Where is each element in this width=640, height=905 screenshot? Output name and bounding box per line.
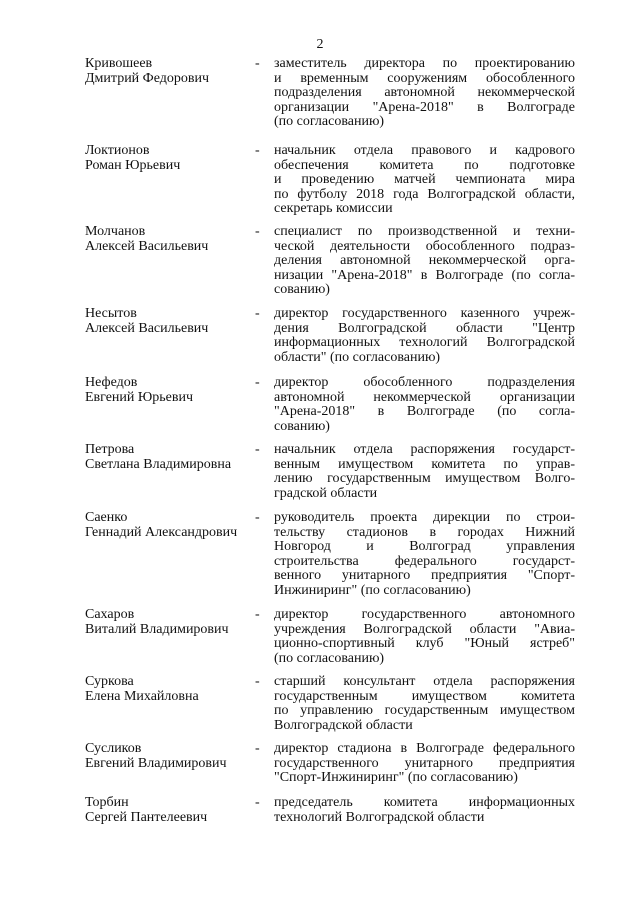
separator-dash: - xyxy=(255,607,260,622)
member-name xyxy=(85,608,250,637)
member-name-line: Несытов xyxy=(85,306,137,321)
member-position xyxy=(274,307,575,365)
member-name-line: Саенко xyxy=(85,510,128,525)
member-position-line: ческой деятельности обособленного подраз- xyxy=(274,238,575,254)
separator-dash: - xyxy=(255,442,260,457)
separator-dash: - xyxy=(255,143,260,158)
member-position-line: Инжиниринг" (по согласованию) xyxy=(274,582,471,598)
member-position xyxy=(274,675,575,733)
member-position-line: сованию) xyxy=(274,282,330,297)
member-position xyxy=(274,443,575,501)
member-name-line: Евгений Владимирович xyxy=(85,755,227,771)
member-name xyxy=(85,225,250,254)
member-position-line: государственным имуществом комитета xyxy=(274,688,575,704)
separator-dash: - xyxy=(255,510,260,525)
member-name xyxy=(85,742,250,771)
member-name-line: Сергей Пантелеевич xyxy=(85,809,208,825)
member-position-line: дения Волгоградской области "Центр xyxy=(274,320,575,336)
separator-dash: - xyxy=(255,306,260,321)
member-name-line: Сусликов xyxy=(85,741,142,756)
member-position-line: по управлению государственным имуществом xyxy=(274,703,575,718)
member-name xyxy=(85,675,250,704)
member-position xyxy=(274,608,575,666)
member-name-line: Торбин xyxy=(85,795,129,810)
member-position-line: подразделения автономной некоммерческой xyxy=(274,85,575,100)
member-position xyxy=(274,796,575,825)
member-position-line: обеспечения комитета по подготовке xyxy=(274,157,575,173)
member-position xyxy=(274,511,575,598)
member-position-line: технологий Волгоградской области xyxy=(274,809,485,825)
member-name-line: Евгений Юрьевич xyxy=(85,389,194,405)
member-name-line: Молчанов xyxy=(85,224,146,239)
member-position xyxy=(274,376,575,434)
member-position-line: и временным сооружениям обособленного xyxy=(274,70,575,86)
member-name xyxy=(85,376,250,405)
member-position-line: (по согласованию) xyxy=(274,650,385,666)
member-position-line: градской области xyxy=(274,485,378,501)
member-name-line: Виталий Владимирович xyxy=(85,621,229,637)
member-position xyxy=(274,144,575,217)
member-position-line: низации "Арена-2018" в Волгограде (по согла- xyxy=(274,267,575,283)
member-position-line: директор государственного автономного xyxy=(274,607,575,622)
separator-dash: - xyxy=(255,741,260,756)
member-position-line: Новгород и Волгоград управления xyxy=(274,539,575,554)
member-name xyxy=(85,443,250,472)
member-position-line: председатель комитета информационных xyxy=(274,795,575,810)
member-position-line: (по согласованию) xyxy=(274,114,385,129)
member-name-line: Алексей Васильевич xyxy=(85,238,209,254)
member-position-line: начальник отдела распоряжения государст- xyxy=(274,442,575,457)
member-position-line: секретарь комиссии xyxy=(274,201,393,216)
separator-dash: - xyxy=(255,375,260,390)
member-position-line: сованию) xyxy=(274,418,330,434)
member-position-line: специалист по производственной и техни- xyxy=(274,224,575,239)
member-position-line: венного унитарного предприятия "Спорт- xyxy=(274,568,575,583)
member-position xyxy=(274,225,575,298)
member-position-line: директор стадиона в Волгограде федерального xyxy=(274,741,575,756)
member-name xyxy=(85,57,250,86)
member-name-line: Елена Михайловна xyxy=(85,688,199,704)
member-position-line: строительства федерального государст- xyxy=(274,553,575,569)
member-position-line: руководитель проекта дирекции по строи- xyxy=(274,510,575,525)
member-name-line: Алексей Васильевич xyxy=(85,320,209,336)
member-position-line: заместитель директора по проектированию xyxy=(274,56,575,71)
member-position-line: ционно-спортивный клуб "Юный ястреб" xyxy=(274,636,575,651)
member-position-line: организации "Арена-2018" в Волгограде xyxy=(274,99,575,115)
member-name-line: Геннадий Александрович xyxy=(85,524,238,540)
separator-dash: - xyxy=(255,795,260,810)
member-position-line: информационных технологий Волгоградской xyxy=(274,335,575,350)
page-number: 2 xyxy=(316,37,324,52)
member-name-line: Нефедов xyxy=(85,375,138,390)
member-name-line: Суркова xyxy=(85,674,134,689)
member-position-line: государственного унитарного предприятия xyxy=(274,755,575,771)
member-position-line: учреждения Волгоградской области "Авиа- xyxy=(274,621,575,637)
separator-dash: - xyxy=(255,224,260,239)
member-name-line: Кривошеев xyxy=(85,56,153,71)
member-position-line: старший консультант отдела распоряжения xyxy=(274,674,575,689)
separator-dash: - xyxy=(255,674,260,689)
member-name-line: Светлана Владимировна xyxy=(85,456,232,472)
member-name xyxy=(85,796,250,825)
member-position-line: тельству стадионов в городах Нижний xyxy=(274,524,575,540)
member-position-line: и проведению матчей чемпионата мира xyxy=(274,172,575,187)
member-position-line: "Спорт-Инжиниринг" (по согласованию) xyxy=(274,770,518,785)
member-name xyxy=(85,144,250,173)
member-name-line: Дмитрий Федорович xyxy=(85,70,210,86)
member-position-line: деления автономной некоммерческой орга- xyxy=(274,253,575,268)
member-position-line: начальник отдела правового и кадрового xyxy=(274,143,575,158)
member-position-line: директор обособленного подразделения xyxy=(274,375,575,390)
member-position-line: Волгоградской области xyxy=(274,717,413,733)
member-name xyxy=(85,307,250,336)
member-name-line: Локтионов xyxy=(85,143,150,158)
member-position-line: области" (по согласованию) xyxy=(274,349,441,365)
member-name-line: Сахаров xyxy=(85,607,135,622)
member-position-line: автономной некоммерческой организации xyxy=(274,389,575,405)
member-name xyxy=(85,511,250,540)
member-position-line: директор государственного казенного учреж- xyxy=(274,306,575,321)
member-position-line: по футболу 2018 года Волгоградской области, xyxy=(274,186,575,202)
member-position-line: венным имуществом комитета по управ- xyxy=(274,456,575,472)
member-name-line: Роман Юрьевич xyxy=(85,157,181,173)
separator-dash: - xyxy=(255,56,260,71)
member-position xyxy=(274,57,575,130)
member-position xyxy=(274,742,575,786)
member-position-line: лению государственным имуществом Волго- xyxy=(274,471,575,486)
member-name-line: Петрова xyxy=(85,442,135,457)
member-position-line: "Арена-2018" в Волгограде (по согла- xyxy=(274,404,575,419)
